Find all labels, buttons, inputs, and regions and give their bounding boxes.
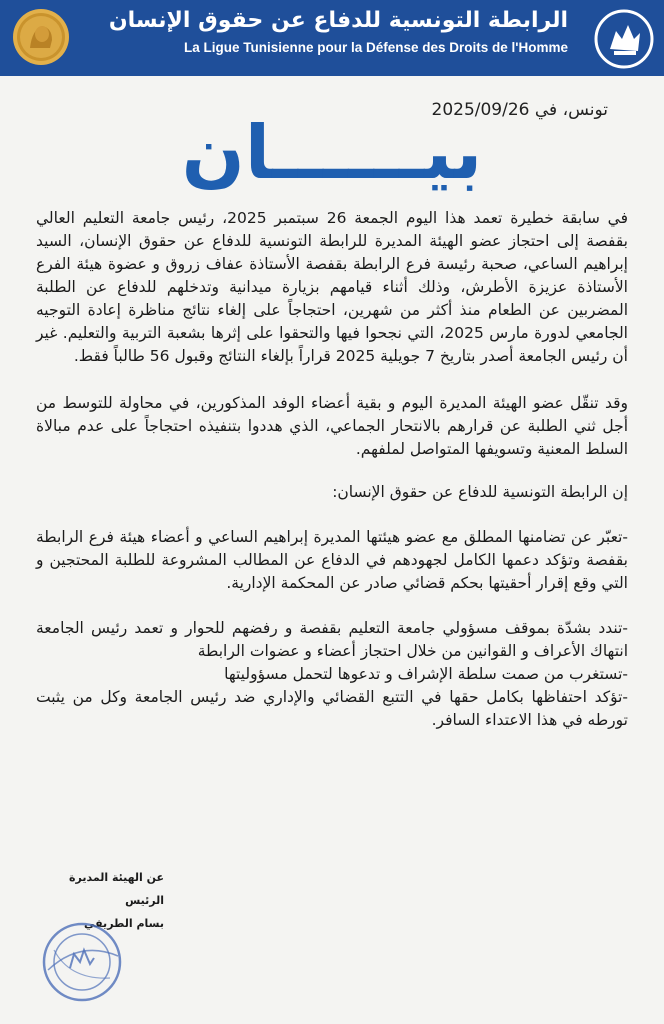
signature-line-board: عن الهيئة المديرة [69,871,164,884]
statement-body [36,207,628,732]
signature-line-name: بسام الطريفي [84,917,164,930]
date-line: تونس، في 2025/09/26 [431,100,608,120]
official-stamp-icon [40,920,124,1004]
paragraph-mediation: وقد تنقّل عضو الهيئة المديرة اليوم و بقية أعضاء الوفد المذكورين، في محاولة للتوسط من أجل ثني الطلبة عن قرارهم بالانتحار الجماعي، الذي هددوا بتنفيذه احتجاجاً على عدم مبالاة السلط المعنية وتسويفها المتواصل لملفهم. [36,394,628,458]
paragraph-solidarity: -تعبّر عن تضامنها المطلق مع عضو هيئتها المديرة إبراهيم الساعي و أعضاء هيئة فرع الرابطة بقفصة وتؤكد دعمها الكامل لجهودهم في الدفاع عن المطالب المشروعة للطلبة المحتجين و التي وقع إقرار أحقيتها بحكم قضائي صادر عن المحكمة الإدارية. [36,528,628,592]
letterhead-banner [0,0,664,76]
paragraph-intro: في سابقة خطيرة تعمد هذا اليوم الجمعة 26 سبتمبر 2025، رئيس جامعة التعليم العالي بقفصة إلى احتجاز عضو الهيئة المديرة للرابطة التونسية للدفاع عن حقوق الإنسان، السيد إبراهيم الساعي، صحبة رئيسة فرع الرابطة بقفصة الأستاذة عفاف زروق و عضوة هيئة الفرع الأستاذة عزيزة الأطرش، وذلك أثناء قيامهم بزيارة ميدانية وتدخلهم للدفاع عن الطلبة المضربين عن الطعام منذ أكثر من شهرين، احتجاجاً على إلغاء نتائج مناظرة إعادة التوجيه الجامعي لدورة مارس 2025، التي نجحوا فيها والتحقوا على إثرها بشعبة التربية والتعليم. غير أن رئيس الجامعة أصدر بتاريخ 7 جويلية 2025 قراراً بإلغاء النتائج وقبول 56 طالباً فقط. [36,209,628,365]
point-reserve-rights: -تؤكد احتفاظها بكامل حقها في التتبع القضائي والإداري ضد رئيس الجامعة وكل من يثبت تورطه في هذا الاعتداء السافر. [36,688,628,729]
league-name-french: La Ligue Tunisienne pour la Défense des Droits de l'Homme [183,40,568,55]
point-condemn: -تندد بشدّة بموقف مسؤولي جامعة التعليم بقفصة و رفضهم للحوار و تعمد رئيس الجامعة انتهاك الأعراف و القوانين من خلال احتجاز أعضاء و عضوات الرابطة [36,619,628,660]
medal-icon [12,8,70,66]
signature-line-title: الرئيس [125,894,164,907]
document-title: بيــــــان [181,110,483,196]
league-logo-icon [594,9,654,69]
paragraph-preamble: إن الرابطة التونسية للدفاع عن حقوق الإنسان: [332,483,628,501]
league-name-arabic: الرابطة التونسية للدفاع عن حقوق الإنسان [108,8,568,33]
point-wonder: -تستغرب من صمت سلطة الإشراف و تدعوها لتحمل مسؤوليتها [224,665,628,683]
